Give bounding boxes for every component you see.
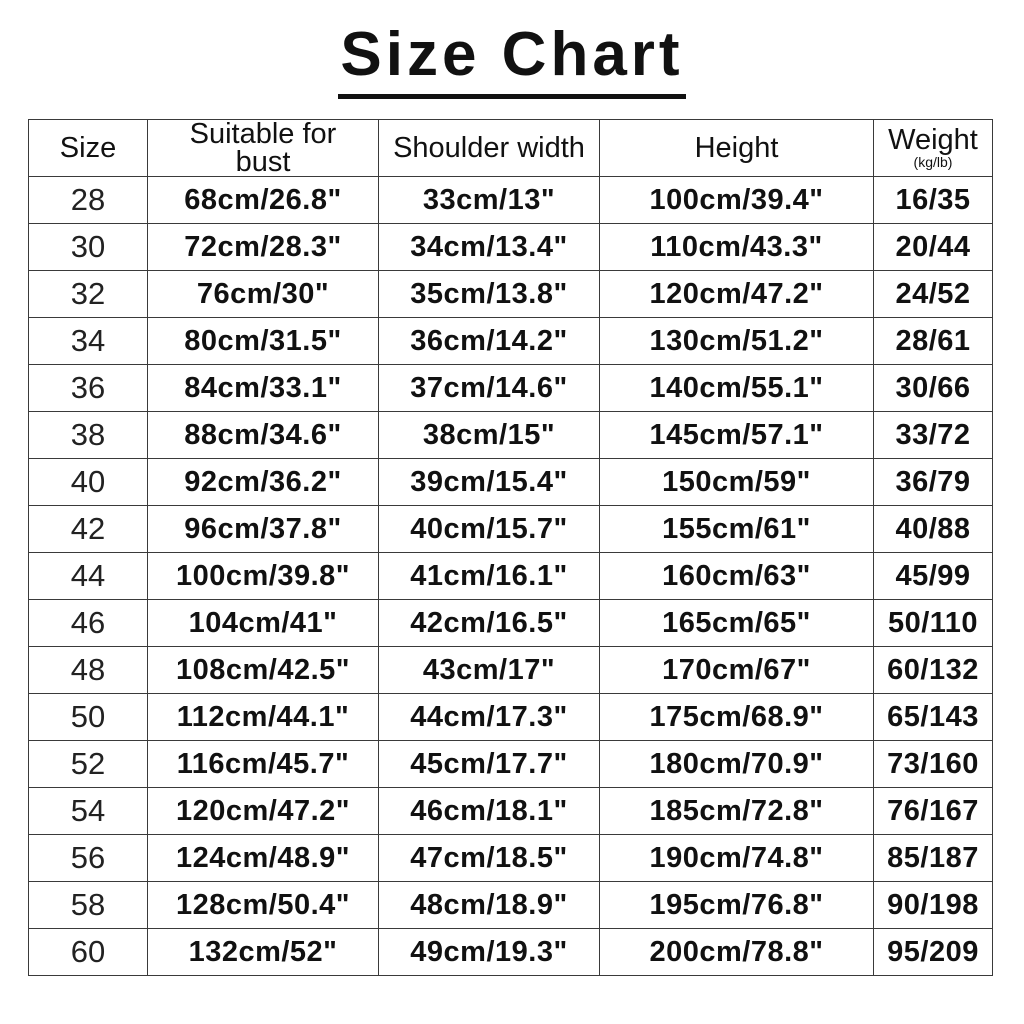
- table-row: [29, 506, 993, 553]
- cell-weight: 36/79: [874, 459, 993, 506]
- cell-shoulder: 33cm/13": [379, 177, 600, 224]
- cell-size: 46: [29, 600, 148, 647]
- cell-weight: 24/52: [874, 271, 993, 318]
- table-body: [29, 177, 993, 976]
- cell-shoulder: 47cm/18.5": [379, 835, 600, 882]
- cell-size: 50: [29, 694, 148, 741]
- cell-shoulder: 37cm/14.6": [379, 365, 600, 412]
- cell-size: 44: [29, 553, 148, 600]
- cell-height: 165cm/65": [600, 600, 874, 647]
- cell-height: 185cm/72.8": [600, 788, 874, 835]
- cell-height: 200cm/78.8": [600, 929, 874, 976]
- cell-bust: 92cm/36.2": [148, 459, 379, 506]
- cell-shoulder: 43cm/17": [379, 647, 600, 694]
- cell-shoulder: 40cm/15.7": [379, 506, 600, 553]
- cell-height: 180cm/70.9": [600, 741, 874, 788]
- cell-height: 120cm/47.2": [600, 271, 874, 318]
- cell-size: 48: [29, 647, 148, 694]
- header-shoulder: Shoulder width: [379, 120, 600, 177]
- cell-weight: 50/110: [874, 600, 993, 647]
- table-row: [29, 741, 993, 788]
- table-header-row: [29, 120, 993, 177]
- cell-size: 52: [29, 741, 148, 788]
- cell-size: 56: [29, 835, 148, 882]
- table-row: [29, 271, 993, 318]
- cell-shoulder: 46cm/18.1": [379, 788, 600, 835]
- cell-height: 100cm/39.4": [600, 177, 874, 224]
- table-row: [29, 224, 993, 271]
- table-row: [29, 835, 993, 882]
- cell-bust: 96cm/37.8": [148, 506, 379, 553]
- cell-bust: 104cm/41": [148, 600, 379, 647]
- cell-size: 28: [29, 177, 148, 224]
- cell-size: 58: [29, 882, 148, 929]
- cell-height: 145cm/57.1": [600, 412, 874, 459]
- header-weight-label: Weight: [888, 124, 978, 156]
- cell-bust: 108cm/42.5": [148, 647, 379, 694]
- cell-bust: 124cm/48.9": [148, 835, 379, 882]
- cell-height: 150cm/59": [600, 459, 874, 506]
- cell-weight: 28/61: [874, 318, 993, 365]
- cell-weight: 33/72: [874, 412, 993, 459]
- table-row: [29, 412, 993, 459]
- cell-shoulder: 35cm/13.8": [379, 271, 600, 318]
- cell-weight: 90/198: [874, 882, 993, 929]
- cell-weight: 95/209: [874, 929, 993, 976]
- cell-size: 32: [29, 271, 148, 318]
- cell-shoulder: 45cm/17.7": [379, 741, 600, 788]
- cell-weight: 20/44: [874, 224, 993, 271]
- title-text: Size Chart: [338, 18, 685, 99]
- table-row: [29, 694, 993, 741]
- cell-weight: 65/143: [874, 694, 993, 741]
- table-row: [29, 788, 993, 835]
- cell-shoulder: 42cm/16.5": [379, 600, 600, 647]
- table-row: [29, 882, 993, 929]
- cell-bust: 128cm/50.4": [148, 882, 379, 929]
- cell-size: 60: [29, 929, 148, 976]
- cell-size: 54: [29, 788, 148, 835]
- cell-height: 110cm/43.3": [600, 224, 874, 271]
- cell-height: 175cm/68.9": [600, 694, 874, 741]
- cell-weight: 30/66: [874, 365, 993, 412]
- header-size: Size: [29, 120, 148, 177]
- cell-height: 190cm/74.8": [600, 835, 874, 882]
- cell-shoulder: 39cm/15.4": [379, 459, 600, 506]
- cell-bust: 116cm/45.7": [148, 741, 379, 788]
- cell-shoulder: 36cm/14.2": [379, 318, 600, 365]
- cell-height: 160cm/63": [600, 553, 874, 600]
- cell-size: 40: [29, 459, 148, 506]
- cell-bust: 84cm/33.1": [148, 365, 379, 412]
- cell-shoulder: 41cm/16.1": [379, 553, 600, 600]
- header-bust: [148, 120, 379, 177]
- cell-weight: 73/160: [874, 741, 993, 788]
- cell-bust: 80cm/31.5": [148, 318, 379, 365]
- cell-height: 155cm/61": [600, 506, 874, 553]
- cell-bust: 112cm/44.1": [148, 694, 379, 741]
- header-weight-unit: (kg/lb): [913, 154, 953, 170]
- cell-bust: 72cm/28.3": [148, 224, 379, 271]
- cell-bust: 100cm/39.8": [148, 553, 379, 600]
- cell-weight: 40/88: [874, 506, 993, 553]
- cell-size: 36: [29, 365, 148, 412]
- cell-size: 38: [29, 412, 148, 459]
- cell-weight: 85/187: [874, 835, 993, 882]
- cell-size: 42: [29, 506, 148, 553]
- table-row: [29, 459, 993, 506]
- cell-weight: 45/99: [874, 553, 993, 600]
- cell-size: 34: [29, 318, 148, 365]
- cell-shoulder: 48cm/18.9": [379, 882, 600, 929]
- cell-weight: 60/132: [874, 647, 993, 694]
- table-row: [29, 177, 993, 224]
- cell-height: 140cm/55.1": [600, 365, 874, 412]
- header-bust-label: Suitable for bust: [189, 119, 337, 177]
- table-row: [29, 553, 993, 600]
- cell-size: 30: [29, 224, 148, 271]
- size-chart-table: [28, 119, 993, 976]
- page-title: [0, 18, 1024, 99]
- header-weight: [874, 120, 993, 177]
- cell-height: 170cm/67": [600, 647, 874, 694]
- table-row: [29, 929, 993, 976]
- cell-weight: 76/167: [874, 788, 993, 835]
- cell-height: 130cm/51.2": [600, 318, 874, 365]
- cell-bust: 76cm/30": [148, 271, 379, 318]
- cell-bust: 68cm/26.8": [148, 177, 379, 224]
- cell-height: 195cm/76.8": [600, 882, 874, 929]
- cell-shoulder: 34cm/13.4": [379, 224, 600, 271]
- cell-weight: 16/35: [874, 177, 993, 224]
- cell-bust: 132cm/52": [148, 929, 379, 976]
- table-row: [29, 600, 993, 647]
- cell-bust: 88cm/34.6": [148, 412, 379, 459]
- cell-shoulder: 44cm/17.3": [379, 694, 600, 741]
- cell-shoulder: 49cm/19.3": [379, 929, 600, 976]
- table-row: [29, 318, 993, 365]
- cell-bust: 120cm/47.2": [148, 788, 379, 835]
- table-row: [29, 365, 993, 412]
- table-row: [29, 647, 993, 694]
- cell-shoulder: 38cm/15": [379, 412, 600, 459]
- header-height: Height: [600, 120, 874, 177]
